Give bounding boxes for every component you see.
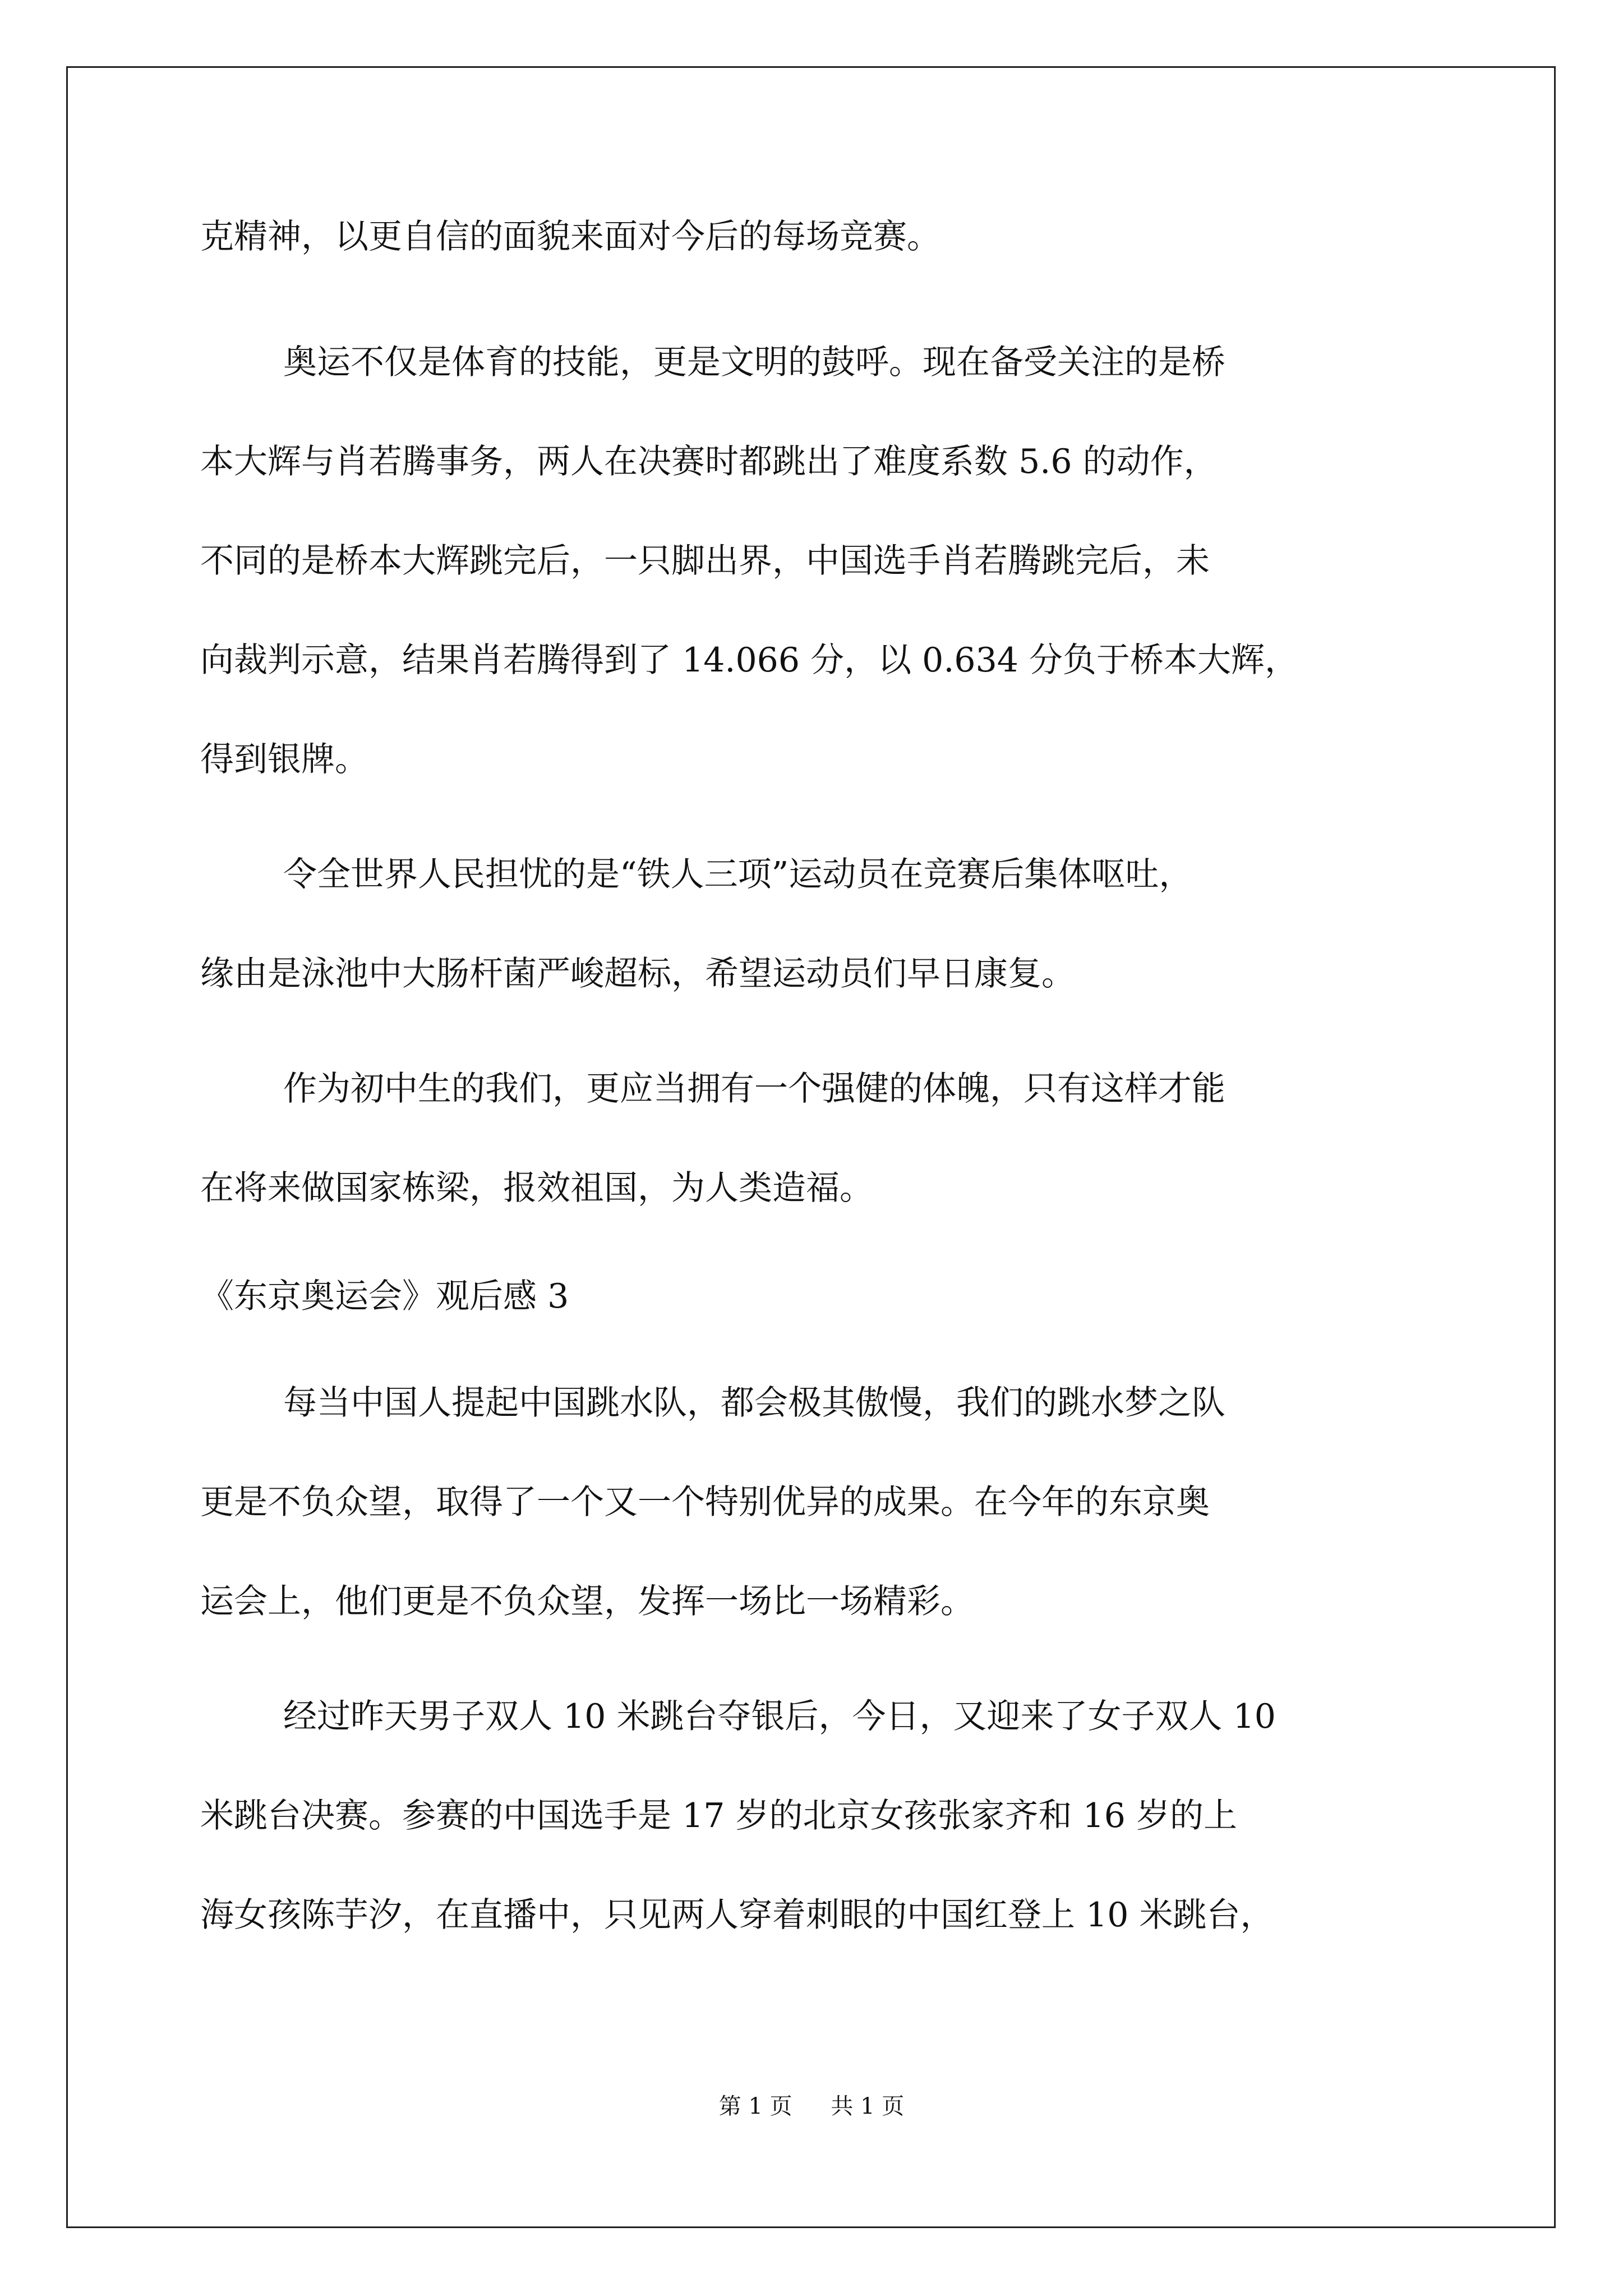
paragraph-line: 海女孩陈芋汐，在直播中，只见两人穿着刺眼的中国红登上 10 米跳台， <box>200 1895 1274 1935</box>
paragraph-line: 缘由是泳池中大肠杆菌严峻超标，希望运动员们早日康复。 <box>200 954 1075 993</box>
paragraph-line: 克精神，以更自信的面貌来面对今后的每场竞赛。 <box>200 217 940 256</box>
paragraph-line: 向裁判示意，结果肖若腾得到了 14.066 分，以 0.634 分负于桥本大辉， <box>200 641 1298 680</box>
paragraph-line: 令全世界人民担忧的是“铁人三项”运动员在竞赛后集体呕吐， <box>283 855 1193 894</box>
page-total: 共 1 页 <box>831 2093 905 2119</box>
section-heading: 《东京奥运会》观后感 3 <box>200 1277 569 1316</box>
paragraph-line: 得到银牌。 <box>200 740 368 779</box>
paragraph-line: 经过昨天男子双人 10 米跳台夺银后，今日，又迎来了女子双人 10 <box>283 1697 1276 1736</box>
paragraph-line: 更是不负众望，取得了一个又一个特别优异的成果。在今年的东京奥 <box>200 1483 1210 1522</box>
paragraph-line: 运会上，他们更是不负众望，发挥一场比一场精彩。 <box>200 1582 974 1621</box>
page-footer <box>0 2095 1623 2118</box>
page-number: 第 1 页 <box>718 2093 792 2119</box>
paragraph-line: 米跳台决赛。参赛的中国选手是 17 岁的北京女孩张家齐和 16 岁的上 <box>200 1796 1237 1835</box>
paragraph-line: 本大辉与肖若腾事务，两人在决赛时都跳出了难度系数 5.6 的动作， <box>200 442 1218 481</box>
paragraph-line: 作为初中生的我们，更应当拥有一个强健的体魄，只有这样才能 <box>283 1069 1225 1108</box>
paragraph-line: 奥运不仅是体育的技能，更是文明的鼓呼。现在备受关注的是桥 <box>283 343 1225 382</box>
paragraph-line: 每当中国人提起中国跳水队，都会极其傲慢，我们的跳水梦之队 <box>283 1383 1225 1423</box>
paragraph-line: 在将来做国家栋梁，报效祖国，为人类造福。 <box>200 1168 873 1208</box>
paragraph-line: 不同的是桥本大辉跳完后，一只脚出界，中国选手肖若腾跳完后，未 <box>200 541 1210 581</box>
